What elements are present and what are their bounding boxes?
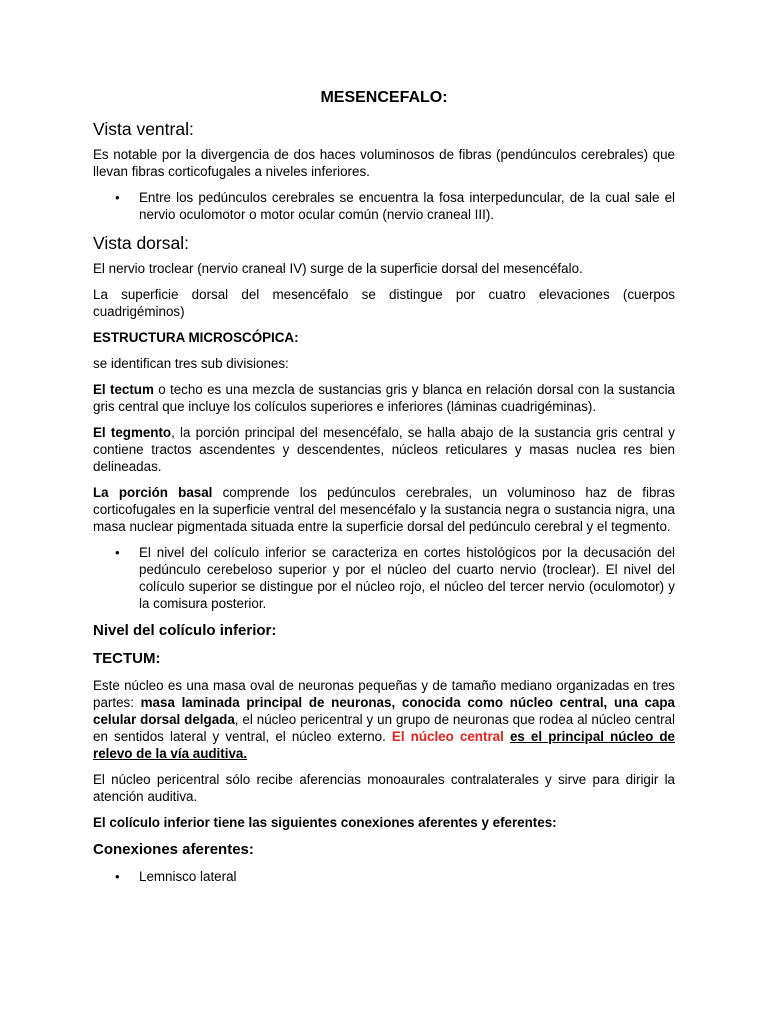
- paragraph-pericentral: El núcleo pericentral sólo recibe aferencias monoaurales contralaterales y sirve para dirigir la atención auditiva.: [93, 772, 675, 804]
- heading-conexiones-aferentes: Conexiones aferentes:: [93, 841, 254, 858]
- text-nucleo-bold: masa laminada principal de neuronas, conocida como núcleo central, una capa celular dorsal delgada: [93, 695, 675, 727]
- bullet-icon: •: [115, 869, 120, 884]
- bullet-list-aferentes: [93, 868, 675, 885]
- list-item: [93, 544, 675, 612]
- bullet-icon: •: [115, 545, 120, 560]
- paragraph-dorsal-1: El nervio troclear (nervio craneal IV) surge de la superficie dorsal del mesencéfalo.: [93, 261, 583, 276]
- text-nucleo-red: El núcleo central: [391, 729, 504, 744]
- paragraph-conexiones-intro: [93, 814, 675, 831]
- paragraph-nucleo: [93, 677, 675, 762]
- list-item: [93, 868, 675, 885]
- bullet-list-ventral: [93, 189, 675, 223]
- heading-nivel-coliculo: Nivel del colículo inferior:: [93, 622, 277, 639]
- term-porcion-basal: La porción basal: [93, 485, 213, 500]
- document-page: [93, 88, 675, 894]
- text-tectum: o techo es una mezcla de sustancias gris y blanca en relación dorsal con la sustancia gris central que incluye los colículos superiores e inferiores (láminas cuadrigéminas).: [93, 382, 675, 414]
- text-nucleo-c: , el núcleo pericentral y un grupo de neuronas que rodea al núcleo central en sentidos lateral y ventral, el núcleo externo.: [93, 712, 675, 744]
- term-tectum: El tectum: [93, 382, 154, 397]
- paragraph-porcion-basal: [93, 484, 675, 535]
- heading-estructura: ESTRUCTURA MICROSCÓPICA:: [93, 330, 299, 345]
- text-nucleo-a: Este núcleo es una masa oval de neuronas pequeñas y de tamaño mediano organizadas en tres partes:: [93, 678, 675, 710]
- list-item-text: Entre los pedúnculos cerebrales se encuentra la fosa interpeduncular, de la cual sale el nervio oculomotor o motor ocular común (nervio craneal III).: [139, 190, 675, 222]
- list-item-text: El nivel del colículo inferior se caracteriza en cortes histológicos por la decusación del pedúnculo cerebeloso superior y por el núcleo del cuarto nervio (troclear). El nivel del colículo superior se distingue por el núcleo rojo, el núcleo del tercer nervio (oculomotor) y la comisura posterior.: [139, 545, 675, 611]
- paragraph-vista-ventral: Es notable por la divergencia de dos haces voluminosos de fibras (pendúnculos cerebrales) que llevan fibras corticofugales a niveles inferiores.: [93, 147, 675, 179]
- paragraph-dorsal-2: La superficie dorsal del mesencéfalo se distingue por cuatro elevaciones (cuerpos cuadrigéminos): [93, 287, 675, 319]
- text-conexiones-intro: El colículo inferior tiene las siguientes conexiones aferentes y eferentes:: [93, 815, 557, 830]
- list-item-text: Lemnisco lateral: [139, 869, 237, 884]
- text-tegmento: , la porción principal del mesencéfalo, se halla abajo de la sustancia gris central y contiene tractos ascendentes y descendentes, núcleos reticulares y masas nuclea res bien delineadas.: [93, 425, 675, 474]
- term-tegmento: El tegmento: [93, 425, 172, 440]
- text-nucleo-underlined: es el principal núcleo de relevo de la vía auditiva.: [93, 729, 675, 761]
- heading-vista-ventral: Vista ventral:: [93, 119, 194, 139]
- document-title: MESENCEFALO:: [320, 89, 448, 106]
- bullet-list-estructura: [93, 544, 675, 612]
- paragraph-tegmento: [93, 424, 675, 475]
- list-item: [93, 189, 675, 223]
- heading-vista-dorsal: Vista dorsal:: [93, 233, 189, 253]
- bullet-icon: •: [115, 190, 120, 205]
- paragraph-tectum: [93, 381, 675, 415]
- paragraph-estructura-intro: se identifican tres sub divisiones:: [93, 356, 289, 371]
- text-porcion-basal: comprende los pedúnculos cerebrales, un voluminoso haz de fibras corticofugales en la superficie ventral del mesencéfalo y la sustancia negra o sustancia nigra, una masa nuclear pigmentada situada entre la superficie dorsal del pedúnculo cerebral y el tegmento.: [93, 485, 675, 534]
- heading-tectum: TECTUM:: [93, 650, 161, 667]
